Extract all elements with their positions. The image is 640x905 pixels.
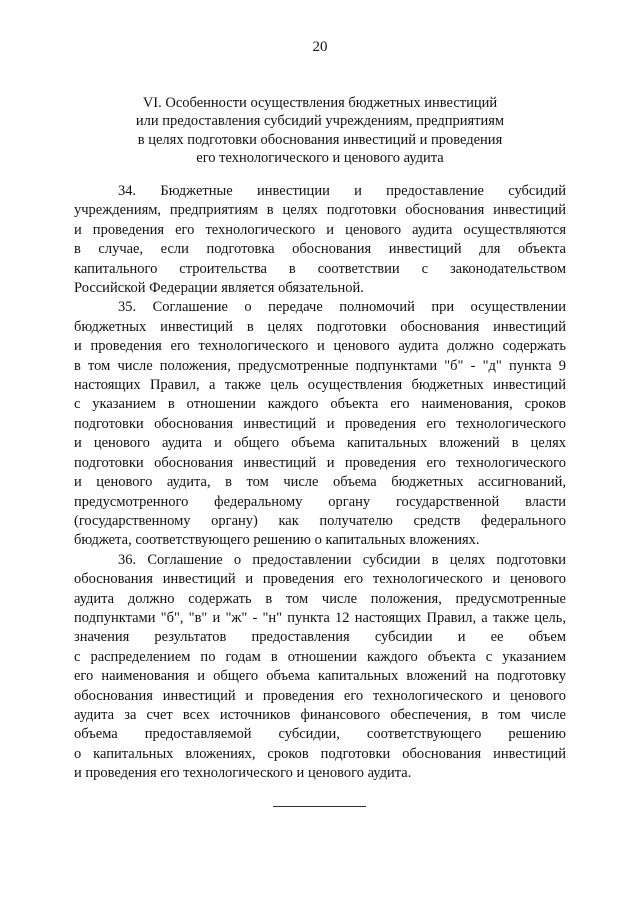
- text-line: с распределением по годам в отношении каждого объекта с указанием: [74, 648, 566, 665]
- text-line: и проведения его технологического и ценового аудита осуществляются: [74, 221, 566, 238]
- text-line: бюджетных инвестиций в целях подготовки обоснования инвестиций: [74, 318, 566, 335]
- section-title: [100, 94, 540, 168]
- text-line: Российской Федерации является обязательной.: [74, 280, 364, 297]
- text-line: аудита должно содержать в том числе положения, предусмотренные: [74, 590, 566, 607]
- text-line: 35. Соглашение о передаче полномочий при осуществлении: [118, 299, 566, 316]
- text-line: с указанием в отношении каждого объекта его наименования, сроков: [74, 396, 566, 413]
- text-line: 36. Соглашение о предоставлении субсидии в целях подготовки: [118, 551, 566, 568]
- text-line: капитального строительства в соответствии с законодательством: [74, 260, 566, 277]
- section-title-line: его технологического и ценового аудита: [196, 150, 444, 167]
- body-text: [74, 182, 566, 784]
- text-line: и ценового аудита и общего объема капитальных вложений в целях: [74, 435, 566, 452]
- text-line: предусмотренного федеральному органу государственной власти: [74, 493, 566, 510]
- text-line: в случае, если подготовка обоснования инвестиций для объекта: [74, 241, 566, 258]
- separator-line: [273, 806, 366, 807]
- text-line: его наименования и общего объема капитальных вложений на подготовку: [74, 668, 566, 685]
- text-line: учреждениям, предприятиям в целях подготовки обоснования инвестиций: [74, 202, 566, 219]
- text-line: аудита за счет всех источников финансового обеспечения, в том числе: [74, 706, 566, 723]
- text-line: обоснования инвестиций и проведения его технологического и ценового: [74, 687, 566, 704]
- paragraph-36: [74, 551, 566, 784]
- text-line: в том числе положения, предусмотренные подпунктами "б" - "д" пункта 9: [74, 357, 566, 374]
- text-line: бюджета, соответствующего решению о капитальных вложениях.: [74, 532, 480, 549]
- text-line: о капитальных вложениях, сроков подготовки обоснования инвестиций: [74, 745, 566, 762]
- text-line: и ценового аудита, в том числе объема бюджетных ассигнований,: [74, 474, 566, 491]
- text-line: значения результатов предоставления субсидии и ее объем: [74, 629, 566, 646]
- paragraph-34: [74, 182, 566, 298]
- text-line: настоящих Правил, а также цель осуществления бюджетных инвестиций: [74, 377, 566, 394]
- paragraph-35: [74, 298, 566, 550]
- text-line: 34. Бюджетные инвестиции и предоставление субсидий: [118, 183, 566, 199]
- section-title-line: или предоставления субсидий учреждениям, предприятиям: [135, 113, 505, 130]
- text-line: обоснования инвестиций и проведения его технологического и ценового: [74, 571, 566, 588]
- section-title-line: в целях подготовки обоснования инвестиций и проведения: [137, 131, 503, 148]
- text-line: подпунктами "б", "в" и "ж" - "н" пункта 12 настоящих Правил, а также цель,: [74, 609, 566, 626]
- text-line: подготовки обоснования инвестиций и проведения его технологического: [74, 454, 566, 471]
- page-number: 20: [312, 39, 328, 55]
- text-line: (государственному органу) как получателю средств федерального: [74, 512, 566, 529]
- text-line: и проведения его технологического и ценового аудита должно содержать: [74, 338, 566, 355]
- section-title-line: VI. Особенности осуществления бюджетных инвестиций: [142, 95, 498, 111]
- text-line: объема предоставляемой субсидии, соответствующего решению: [74, 726, 566, 743]
- text-line: и проведения его технологического и ценового аудита.: [74, 765, 412, 782]
- text-line: подготовки обоснования инвестиций и проведения его технологического: [74, 415, 566, 432]
